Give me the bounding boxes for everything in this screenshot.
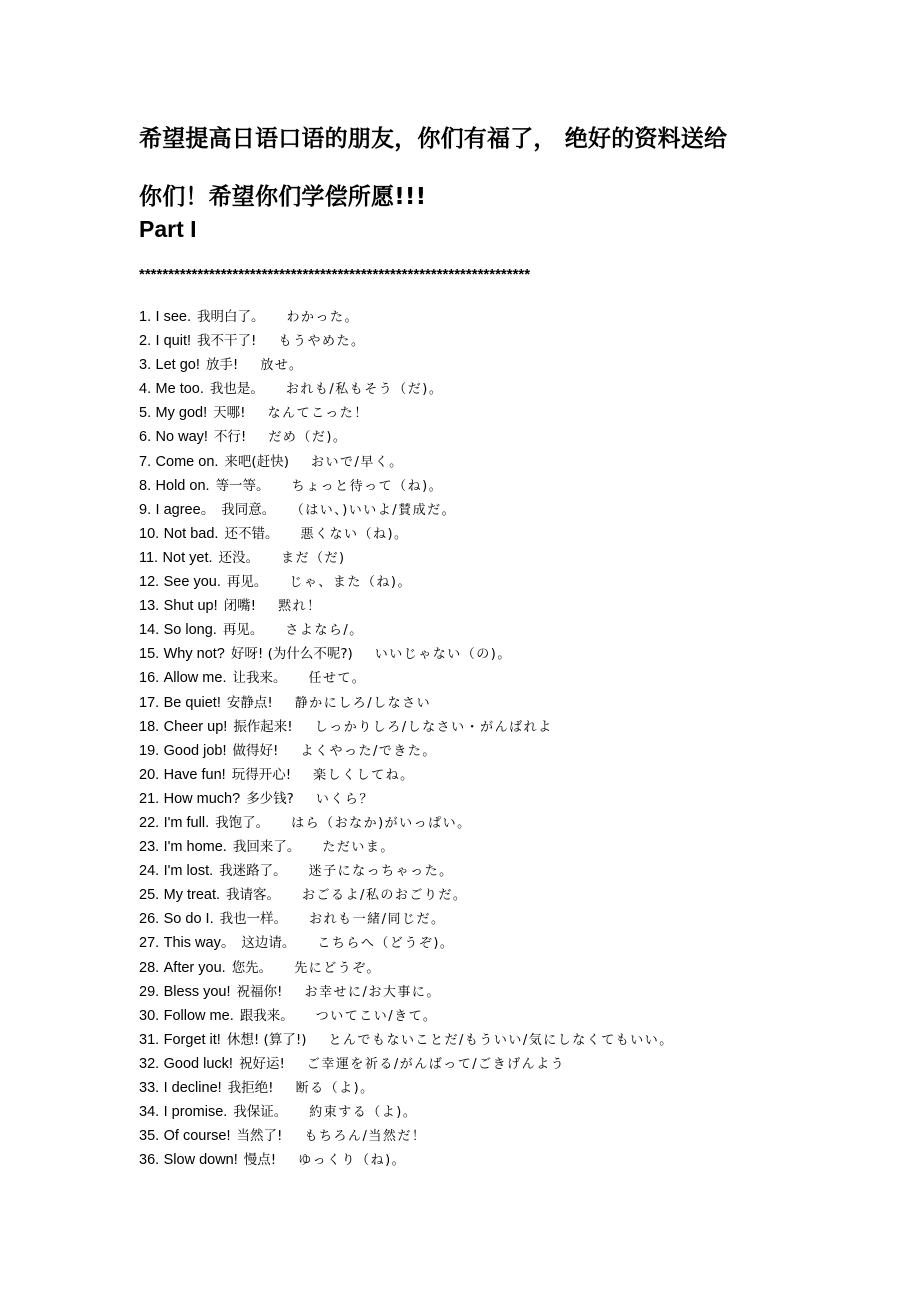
phrase-number: 3. [139,357,152,374]
phrase-item [139,691,799,715]
phrase-japanese: はら（おなか)がいっぱい。 [291,815,472,831]
phrase-chinese: 我迷路了。 [219,863,287,880]
phrase-english: I'm lost. [163,863,214,880]
part-title: Part I [139,216,197,242]
phrase-item [139,931,799,955]
phrase-item [139,522,799,546]
phrase-english: Good job! [163,742,227,759]
phrase-number: 36. [139,1152,160,1169]
phrase-item [139,1076,799,1100]
phrase-english: Of course! [163,1128,231,1145]
phrase-chinese: 让我来。 [232,670,287,687]
phrase-english: Me too. [155,381,204,398]
phrase-item [139,425,799,449]
phrase-number: 5. [139,405,152,422]
phrase-japanese: なんてこった！ [267,406,369,422]
phrase-japanese: 悪くない（ね)。 [300,526,409,542]
phrase-japanese: 楽しくしてね。 [313,767,415,783]
phrase-english: I quit! [155,333,192,350]
phrase-item [139,546,799,570]
phrase-item [139,666,799,690]
phrase-japanese: 静かにしろ/しなさい [294,695,432,711]
phrase-english: My treat. [163,887,221,904]
phrase-number: 15. [139,646,160,663]
phrase-number: 16. [139,670,160,687]
phrase-number: 19. [139,742,160,759]
phrase-english: Shut up! [163,598,218,615]
phrase-japanese: よくやった/できた。 [300,743,437,759]
phrase-item [139,1028,799,1052]
phrase-number: 14. [139,622,160,639]
phrase-number: 34. [139,1104,160,1121]
phrase-item [139,859,799,883]
phrase-english: Follow me. [163,1007,234,1024]
phrase-chinese: 我请客。 [226,887,281,904]
phrase-item [139,1052,799,1076]
phrase-japanese: じゃ、また（ね)。 [289,575,412,591]
phrase-english: Why not? [163,646,225,663]
phrase-item [139,618,799,642]
phrase-chinese: 我明白了。 [197,309,265,325]
phrase-chinese: 我保证。 [233,1104,288,1121]
phrase-item [139,594,799,618]
phrase-english: I promise. [163,1104,228,1121]
phrase-item [139,715,799,739]
phrase-number: 1. [139,309,152,325]
phrase-number: 23. [139,839,160,856]
phrase-item [139,570,799,594]
phrase-number: 24. [139,863,160,880]
phrase-item [139,450,799,474]
phrase-chinese: 振作起来! [233,718,293,735]
phrase-japanese: おいで/早く。 [310,454,404,470]
phrase-english: I agree。 [155,501,216,518]
phrase-item [139,956,799,980]
phrase-japanese: もうやめた。 [278,334,366,350]
phrase-japanese: ご幸運を祈る/がんばって/ごきげんよう [306,1056,566,1072]
phrase-number: 6. [139,429,152,446]
phrase-number: 18. [139,718,160,735]
phrase-japanese: とんでもないことだ/もういい/気にしなくてもいい。 [328,1032,674,1048]
phrase-japanese: ついてこい/きて。 [315,1008,438,1024]
phrase-japanese: 断る（よ)。 [295,1081,375,1096]
page-heading [139,110,799,226]
phrase-chinese: 玩得开心! [231,766,292,783]
phrase-chinese: 当然了! [236,1128,283,1145]
phrase-number: 29. [139,983,160,1000]
phrase-chinese: 再见。 [226,574,268,591]
phrase-item [139,1100,799,1124]
phrase-chinese: 多少钱? [246,790,294,807]
phrase-item [139,907,799,931]
phrase-number: 10. [139,525,160,542]
phrase-item [139,811,799,835]
phrase-chinese: 等一等。 [215,477,270,494]
phrase-english: How much? [163,790,241,807]
phrase-number: 9. [139,501,152,518]
phrase-japanese: おれも/私もそう（だ)。 [285,382,444,398]
phrase-japanese: ただいま。 [322,840,395,856]
phrase-english: After you. [163,959,226,976]
phrase-english: Slow down! [163,1152,238,1169]
phrase-japanese: もちろん/当然だ！ [304,1129,427,1145]
phrase-number: 33. [139,1080,160,1096]
phrase-japanese: さよなら/。 [285,623,364,639]
phrase-item [139,980,799,1004]
phrase-chinese: 天哪! [213,405,246,422]
phrase-english: Not yet. [162,549,213,566]
phrase-japanese: おごるよ/私のおごりだ。 [302,888,468,904]
phrase-english: Have fun! [163,766,226,783]
phrase-number: 27. [139,935,160,952]
phrase-list [139,305,799,1172]
phrase-english: Good luck! [163,1055,233,1072]
phrase-japanese: いいじゃない（の)。 [374,647,512,663]
phrase-number: 22. [139,814,160,831]
phrase-japanese: 任せて。 [308,671,367,687]
phrase-chinese: 我回来了。 [232,839,301,856]
phrase-item [139,1004,799,1028]
phrase-item [139,401,799,425]
phrase-chinese: 不行! [213,429,247,446]
phrase-chinese: 还没。 [218,549,260,566]
phrase-japanese: しっかりしろ/しなさい・がんばれよ [314,719,553,735]
phrase-number: 21. [139,790,160,807]
phrase-chinese: 我也是。 [209,381,264,398]
phrase-english: Cheer up! [163,718,228,735]
phrase-english: I see. [155,309,192,325]
phrase-english: So long. [163,622,217,639]
phrase-japanese: ちょっと待って（ね)。 [291,478,444,494]
phrase-item [139,329,799,353]
phrase-japanese: わかった。 [286,310,360,325]
heading-line-1: 希望提高日语口语的朋友，你们有福了， 绝好的资料送给 [139,126,728,152]
phrase-chinese: 休想! (算了!) [226,1031,307,1048]
phrase-number: 2. [139,333,152,350]
phrase-chinese: 放手! [205,357,239,374]
separator-line: ******************************************************************* [139,266,531,283]
phrase-chinese: 来吧(赶快) [224,453,289,470]
phrase-chinese: 我也一样。 [219,911,288,928]
phrase-item [139,835,799,859]
phrase-number: 20. [139,766,160,783]
phrase-number: 25. [139,887,160,904]
phrase-english: No way! [155,429,208,446]
phrase-number: 28. [139,959,160,976]
phrase-item [139,787,799,811]
phrase-number: 12. [139,574,160,591]
phrase-chinese: 慢点! [243,1152,277,1169]
phrase-japanese: 約束する（よ)。 [309,1105,418,1121]
phrase-japanese: 迷子になっちゃった。 [308,864,454,880]
phrase-item [139,474,799,498]
phrase-japanese: 先にどうぞ。 [294,960,381,976]
phrase-item [139,1124,799,1148]
phrase-item [139,1148,799,1172]
phrase-number: 4. [139,381,152,398]
phrase-english: See you. [163,574,221,591]
phrase-item [139,377,799,401]
phrase-chinese: 祝福你! [236,983,283,1000]
phrase-japanese: お幸せに/お大事に。 [304,984,441,1000]
phrase-number: 11. [139,549,159,566]
phrase-item [139,642,799,666]
phrase-chinese: 祝好运! [238,1055,285,1072]
phrase-chinese: 好呀! (为什么不呢?) [230,646,353,663]
phrase-english: Come on. [155,453,219,470]
phrase-english: Forget it! [163,1031,221,1048]
phrase-item [139,498,799,522]
phrase-item [139,739,799,763]
phrase-japanese: おれも一緒/同じだ。 [309,912,446,928]
phrase-english: Hold on. [155,477,210,494]
phrase-japanese: 黙れ！ [278,599,322,615]
phrase-item [139,763,799,787]
phrase-chinese: 您先。 [231,959,273,976]
phrase-item [139,883,799,907]
phrase-chinese: 跟我来。 [239,1007,294,1024]
phrase-japanese: （はい、)いいよ/賛成だ。 [297,502,457,518]
phrase-item [139,305,799,329]
phrase-japanese: まだ（だ) [281,550,346,566]
phrase-number: 13. [139,598,160,615]
phrase-english: So do I. [163,911,214,928]
phrase-english: This way。 [163,935,236,952]
phrase-chinese: 闭嘴! [223,598,257,615]
heading-line-2: 你们！希望你们学偿所愿!!! [139,184,427,210]
phrase-chinese: 这边请。 [241,935,296,952]
phrase-english: I'm home. [163,839,227,856]
phrase-number: 17. [139,694,160,711]
phrase-english: I'm full. [163,814,210,831]
phrase-number: 35. [139,1128,160,1145]
phrase-chinese: 还不错。 [224,525,279,542]
phrase-chinese: 我不干了! [197,333,257,350]
phrase-english: I decline! [163,1080,222,1096]
phrase-japanese: 放せ。 [260,358,304,374]
phrase-english: Bless you! [163,983,231,1000]
phrase-chinese: 再见。 [222,622,264,639]
phrase-number: 30. [139,1007,160,1024]
phrase-chinese: 安静点! [226,694,273,711]
phrase-item [139,353,799,377]
phrase-english: Not bad. [163,525,219,542]
phrase-english: Let go! [155,357,200,374]
phrase-english: Allow me. [163,670,227,687]
phrase-number: 31. [139,1031,160,1048]
phrase-chinese: 我同意。 [221,501,276,518]
phrase-japanese: いくら？ [315,791,374,807]
phrase-japanese: だめ（だ)。 [268,430,348,446]
phrase-number: 26. [139,911,160,928]
phrase-chinese: 我饱了。 [215,814,270,831]
phrase-number: 7. [139,453,152,470]
phrase-number: 32. [139,1055,160,1072]
phrase-chinese: 我拒绝! [227,1080,274,1096]
phrase-number: 8. [139,477,152,494]
phrase-japanese: こちらへ（どうぞ)。 [317,936,455,952]
phrase-japanese: ゆっくり（ね)。 [298,1153,407,1169]
phrase-chinese: 做得好! [232,742,279,759]
phrase-english: Be quiet! [163,694,221,711]
phrase-english: My god! [155,405,208,422]
